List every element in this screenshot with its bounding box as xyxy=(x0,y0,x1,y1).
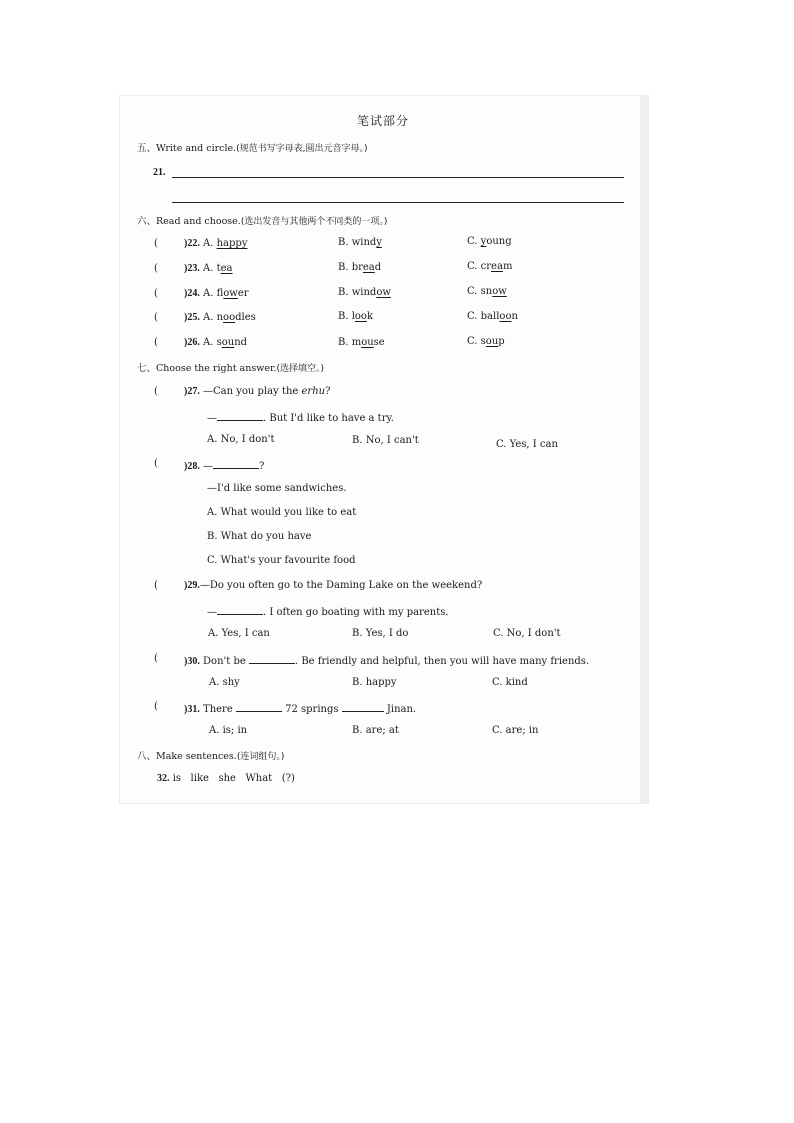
question-30-option-b[interactable]: B. happy xyxy=(352,677,397,688)
page-edge-shadow xyxy=(640,96,648,803)
question-24-option-b[interactable]: B. window xyxy=(338,287,391,298)
question-28-option-c[interactable]: C. What's your favourite food xyxy=(207,555,356,566)
question-26: )26. A. sound xyxy=(184,337,248,348)
section-7-label: 七、Choose the right answer. xyxy=(137,363,277,374)
question-29-option-c[interactable]: C. No, I don't xyxy=(493,628,561,639)
question-29-option-b[interactable]: B. Yes, I do xyxy=(352,628,409,639)
question-22: )22. A. happy xyxy=(184,238,248,249)
section-7-instruction: (选择填空。) xyxy=(276,364,324,374)
answer-blank[interactable] xyxy=(249,653,295,664)
writing-line-1[interactable] xyxy=(172,177,624,178)
question-30-option-c[interactable]: C. kind xyxy=(492,677,528,688)
question-29: )29.—Do you often go to the Daming Lake on the weekend? xyxy=(184,580,483,591)
question-27-option-a[interactable]: A. No, I don't xyxy=(207,434,275,445)
answer-paren[interactable]: ( xyxy=(154,312,158,323)
question-23: )23. A. tea xyxy=(184,263,233,274)
question-21-number: 21. xyxy=(153,167,166,178)
question-23-option-b[interactable]: B. bread xyxy=(338,262,382,273)
answer-paren[interactable]: ( xyxy=(154,337,158,348)
section-8-label: 八、Make sentences. xyxy=(137,751,237,762)
question-23-option-c[interactable]: C. cream xyxy=(467,261,513,272)
section-6-label: 六、Read and choose. xyxy=(137,216,241,227)
answer-paren[interactable]: ( xyxy=(154,701,158,712)
question-26-option-c[interactable]: C. soup xyxy=(467,336,505,347)
section-8-instruction: (连词组句。) xyxy=(236,752,285,762)
question-27-reply: — . But I'd like to have a try. xyxy=(207,410,394,424)
section-5-label: 五、Write and circle. xyxy=(137,143,237,154)
answer-paren[interactable]: ( xyxy=(154,386,158,397)
question-24-option-c[interactable]: C. snow xyxy=(467,286,507,297)
question-29-option-a[interactable]: A. Yes, I can xyxy=(208,628,270,639)
question-25: )25. A. noodles xyxy=(184,312,256,323)
question-29-reply: — . I often go boating with my parents. xyxy=(207,604,449,618)
question-32: 32. is like she What (?) xyxy=(157,773,295,784)
answer-paren[interactable]: ( xyxy=(154,653,158,664)
question-31-option-b[interactable]: B. are; at xyxy=(352,725,399,736)
section-5-heading xyxy=(137,140,368,154)
question-28-option-b[interactable]: B. What do you have xyxy=(207,531,312,542)
question-25-option-b[interactable]: B. look xyxy=(338,311,374,322)
question-22-option-c[interactable]: C. young xyxy=(467,236,512,247)
answer-paren[interactable]: ( xyxy=(154,238,158,249)
page-title: 笔试部分 xyxy=(357,114,410,128)
question-27: )27. —Can you play the erhu? xyxy=(184,386,331,397)
question-30-option-a[interactable]: A. shy xyxy=(209,677,240,688)
section-6-instruction: (选出发音与其他两个不同类的一项。) xyxy=(240,217,388,227)
question-26-option-b[interactable]: B. mouse xyxy=(338,337,385,348)
answer-blank[interactable] xyxy=(217,604,263,615)
writing-line-2[interactable] xyxy=(172,202,624,203)
answer-paren[interactable]: ( xyxy=(154,263,158,274)
answer-paren[interactable]: ( xyxy=(154,288,158,299)
question-31: )31. There 72 springs Jinan. xyxy=(184,701,416,715)
question-24: )24. A. flower xyxy=(184,288,249,299)
question-31-option-c[interactable]: C. are; in xyxy=(492,725,539,736)
question-31-option-a[interactable]: A. is; in xyxy=(209,725,248,736)
question-27-option-b[interactable]: B. No, I can't xyxy=(352,435,419,446)
section-6-heading xyxy=(137,213,387,227)
question-28: )28. — ? xyxy=(184,458,264,472)
question-28-reply: —I'd like some sandwiches. xyxy=(207,483,347,494)
answer-paren[interactable]: ( xyxy=(154,458,158,469)
section-7-heading xyxy=(137,360,324,374)
question-25-option-c[interactable]: C. balloon xyxy=(467,311,518,322)
question-28-option-a[interactable]: A. What would you like to eat xyxy=(207,507,357,518)
question-22-option-b[interactable]: B. windy xyxy=(338,237,382,248)
answer-blank[interactable] xyxy=(213,458,259,469)
answer-blank[interactable] xyxy=(236,701,282,712)
question-30: )30. Don't be . Be friendly and helpful, then you will have many friends. xyxy=(184,653,589,667)
answer-blank[interactable] xyxy=(217,410,263,421)
question-27-option-c[interactable]: C. Yes, I can xyxy=(496,439,558,450)
answer-paren[interactable]: ( xyxy=(154,580,158,591)
answer-blank[interactable] xyxy=(342,701,384,712)
section-5-instruction: (规范书写字母表,圆出元音字母。) xyxy=(236,144,368,154)
section-8-heading xyxy=(137,748,284,762)
